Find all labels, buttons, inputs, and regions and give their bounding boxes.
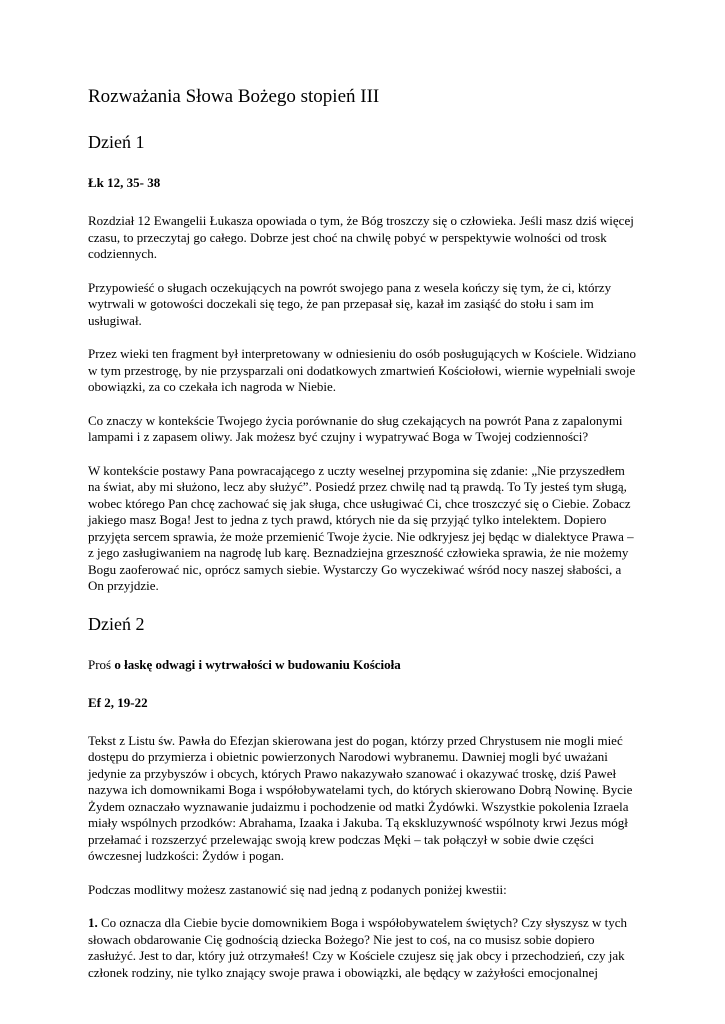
document-title: Rozważania Słowa Bożego stopień III: [88, 86, 380, 107]
day1-paragraph-5: W kontekście postawy Pana powracającego z uczty weselnej przypomina się zdanie: „Nie przyszedłem na świat, aby mi służono, lecz aby służyć”. Posiedź przez chwilę nad tą prawdą. To Ty jesteś tym sługą, wobec którego Pan chcę zachować się jak sługa, chce usługiwać Ci, chce troszczyć się o Ciebie. Zobacz jakiego masz Boga! Jest to jedna z tych prawd, których nie da się przyjąć tylko intelektem. Dopiero przyjęta sercem sprawia, że może przemienić Twoje życie. Nie odkryjesz jej będąc w dialektyce Prawa – z jego zasługiwaniem na nagrodę lub karę. Beznadziejna grzeszność człowieka sprawia, że nie możemy Bogu zaoferować nic, oprócz samych siebie. Wystarczy Go wyczekiwać wśród nocy naszej słabości, a On przyjdzie.: [88, 462, 634, 593]
day2-point-1-number: 1.: [88, 915, 98, 930]
day2-paragraph-1: Tekst z Listu św. Pawła do Efezjan skierowana jest do pogan, którzy przed Chrystusem nie mogli mieć dostępu do przymierza i obietnic powierzonych Narodowi wybranemu. Dawniej mogli być uważani jedynie za przybyszów i obcych, których Prawo nakazywało szanować i okazywać troskę, dziś Paweł nazywa ich domownikami Boga i współobywatelami tych, do których skierowano Dobrą Nowinę. Bycie Żydem oznaczało wyznawanie judaizmu i pochodzenie od matki Żydówki. Wszystkie pokolenia Izraela miały wspólnych przodków: Abrahama, Izaaka i Jakuba. Tą ekskluzywność wspólnoty krwi Jezus mógł przełamać i rozszerzyć przelewając swoją krew podczas Męki – tak połączył w sobie dwie części ówczesnej ludzkości: Żydów i pogan.: [88, 732, 633, 863]
day2-reference: Ef 2, 19-22: [88, 694, 148, 710]
day1-paragraph-3: Przez wieki ten fragment był interpretowany w odniesieniu do osób posługujących w Kościele. Widziano w tym przestrogę, by nie przysparzali oni dodatkowych zmartwień Kościołowi, wiernie wypełniali swoje obowiązki, za co czekała ich nagroda w Niebie.: [88, 346, 636, 394]
day1-heading: Dzień 1: [88, 132, 145, 152]
day2-petition: [88, 657, 638, 673]
day2-point-1: [88, 915, 638, 981]
day1-paragraph-2: Przypowieść o sługach oczekujących na powrót swojego pana z wesela kończy się tym, że ci, którzy wytrwali w gotowości doczekali się tego, że pan przepasał się, kazał im zasiąść do stołu i sam im usługiwał.: [88, 279, 612, 328]
document-page: [88, 84, 638, 998]
day2-petition-text: o łaskę odwagi i wytrwałości w budowaniu Kościoła: [114, 656, 401, 672]
day2-paragraph-2: Podczas modlitwy możesz zastanowić się nad jedną z podanych poniżej kwestii:: [88, 881, 507, 897]
day1-paragraph-1: Rozdział 12 Ewangelii Łukasza opowiada o tym, że Bóg troszczy się o człowieka. Jeśli masz dziś więcej czasu, to przeczytaj go całego. Dobrze jest choć na chwilę pobyć w perspektywie wolności od trosk codziennych.: [88, 213, 634, 261]
day1-reference: Łk 12, 35- 38: [88, 175, 161, 190]
day2-petition-prefix: Proś: [88, 656, 112, 672]
day1-paragraph-4: Co znaczy w kontekście Twojego życia porównanie do sług czekających na powrót Pana z zapalonymi lampami i z zapasem oliwy. Jak możesz być czujny i wypatrywać Boga w Twojej codzienności?: [88, 412, 623, 444]
day2-point-1-text: Co oznacza dla Ciebie bycie domownikiem Boga i współobywatelem świętych? Czy słyszysz w tych słowach obdarowanie Cię godnością dziecka Bożego? Nie jest to coś, na co musisz sobie dopiero zasłużyć. Jest to dar, który już otrzymałeś! Czy w Kościele czujesz się jak obcy i przechodzień, czy jak członek rodziny, nie tylko znający swoje prawa i obowiązki, ale będący w zażyłości emocjonalnej: [88, 915, 628, 980]
day2-heading: Dzień 2: [88, 613, 145, 634]
